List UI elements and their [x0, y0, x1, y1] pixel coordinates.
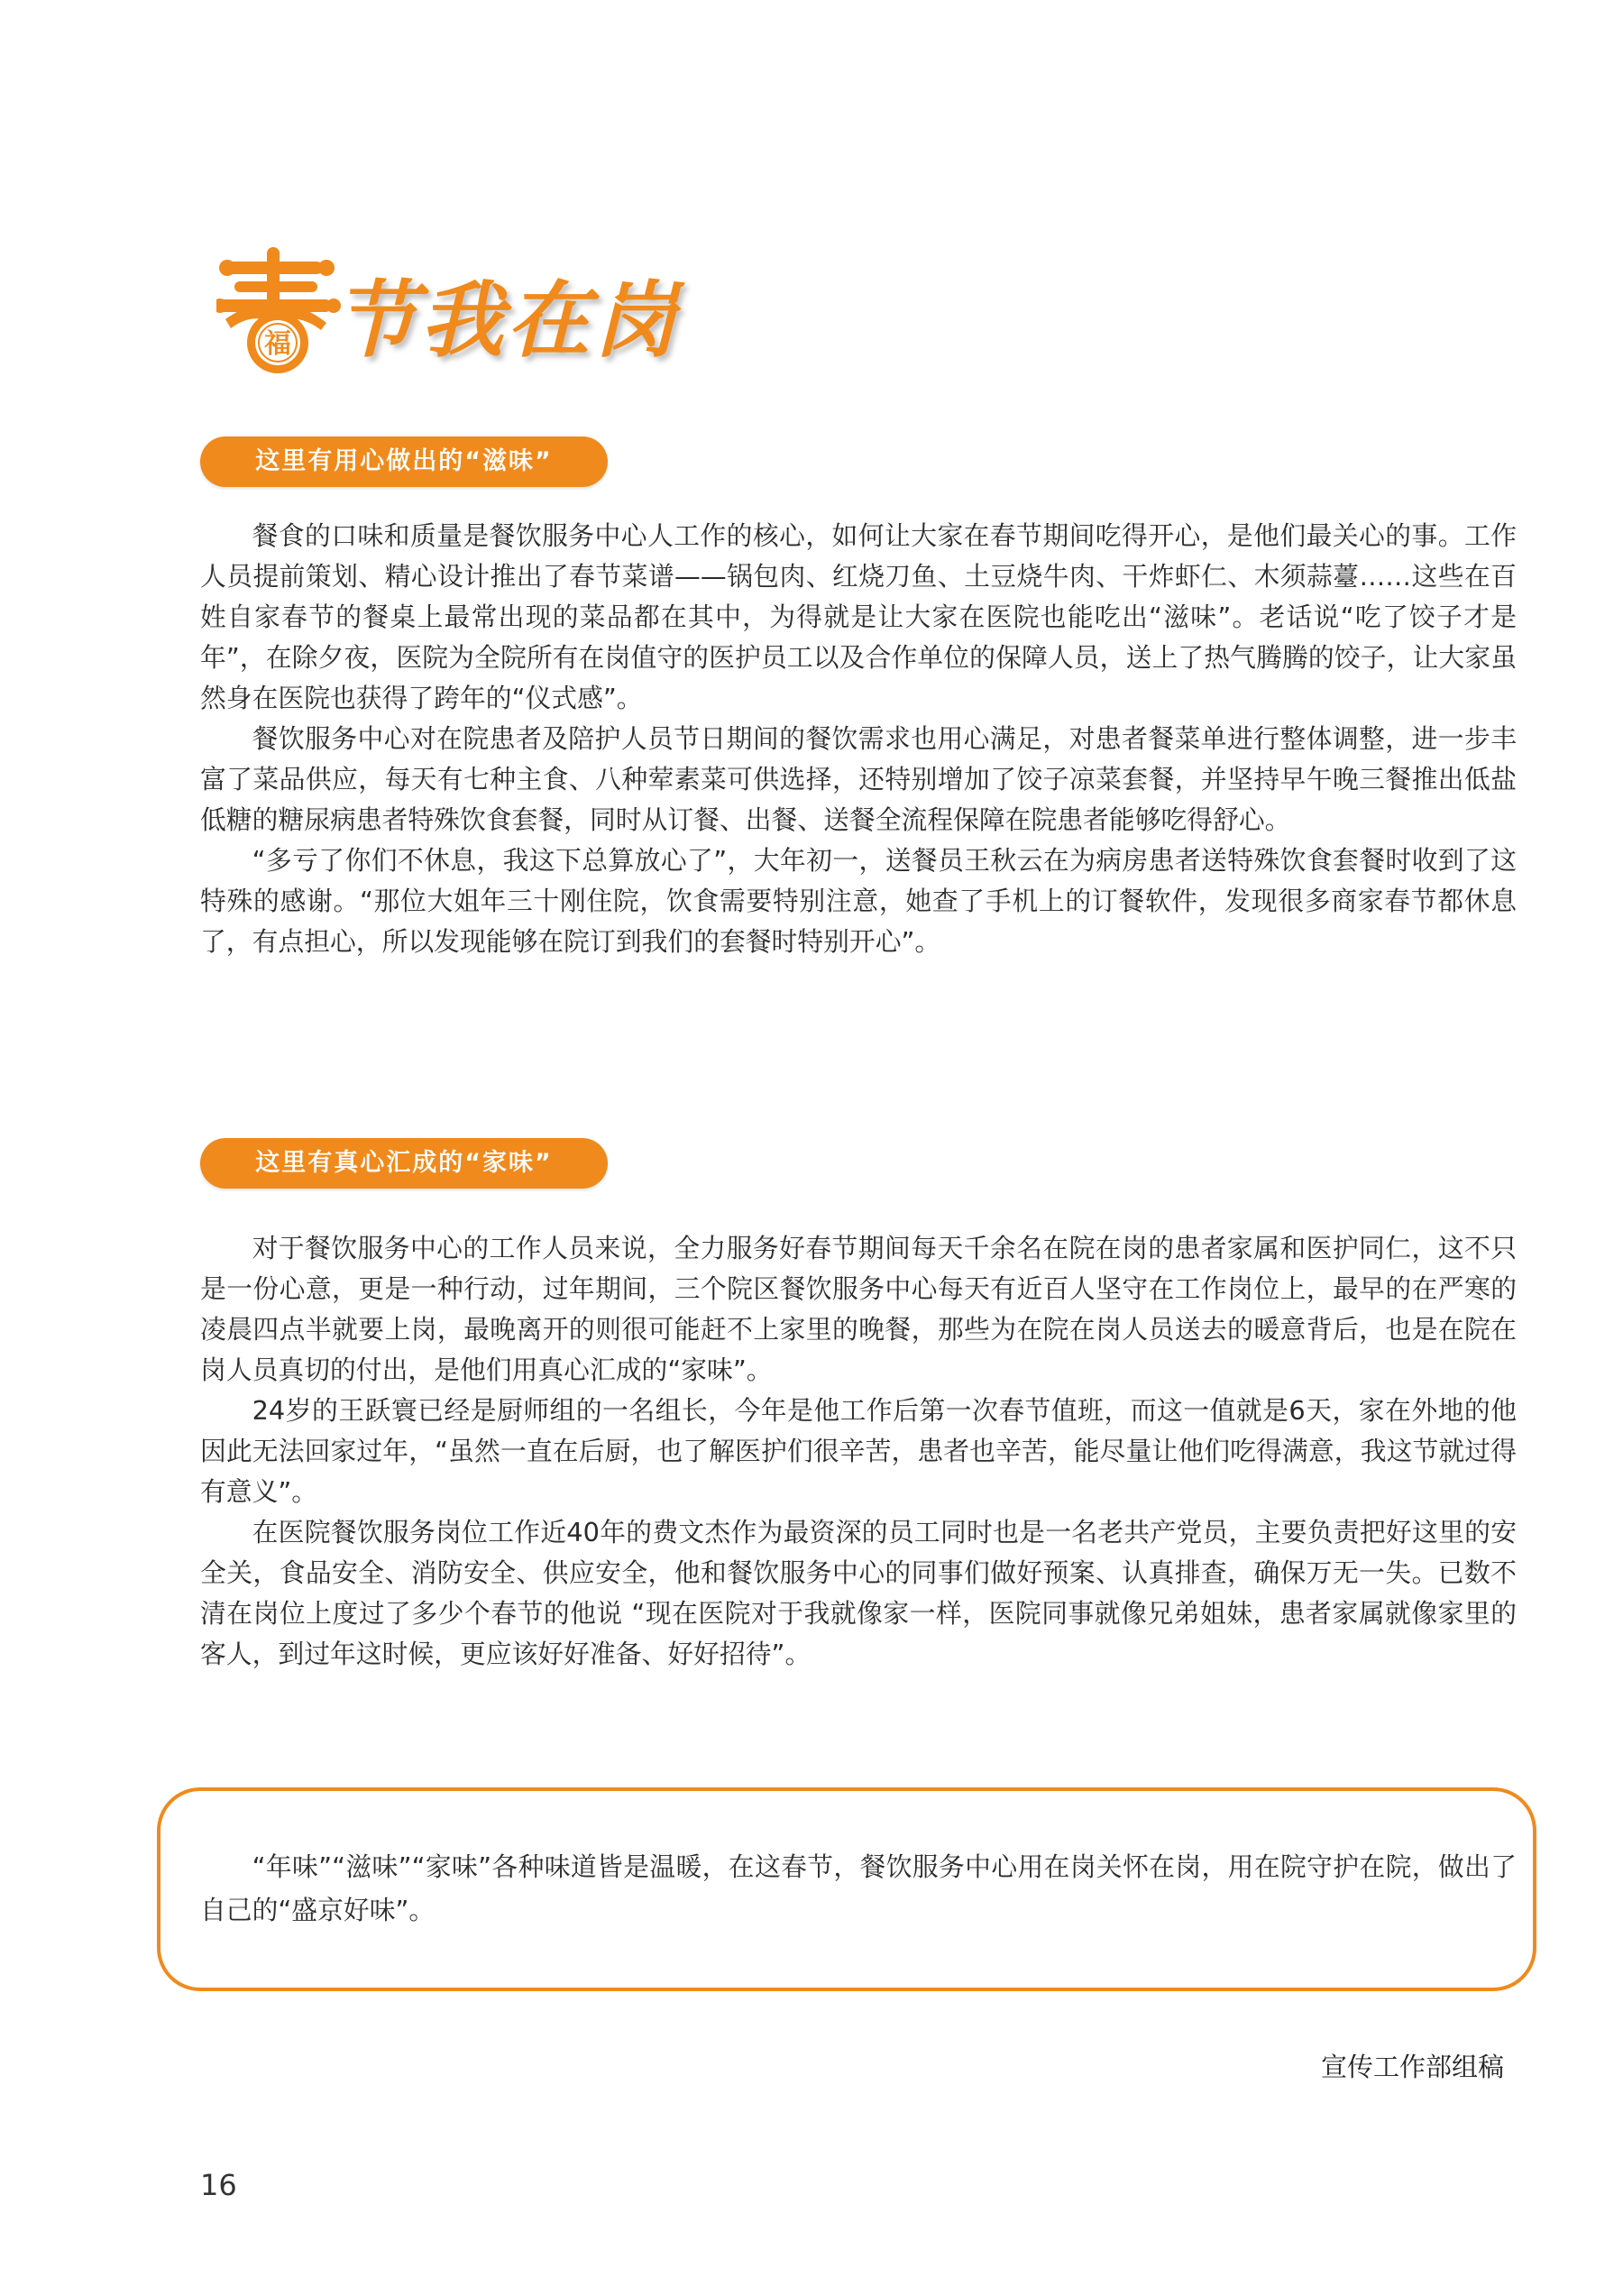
summary-paragraph: “年味”“滋味”“家味”各种味道皆是温暖，在这春节，餐饮服务中心用在岗关怀在岗，用在院守护在院，做出了自己的“盛京好味”。: [200, 1851, 1517, 1925]
section-body-1: [200, 516, 1517, 962]
paragraph: “多亏了你们不休息，我这下总算放心了”，大年初一，送餐员王秋云在为病房患者送特殊饮食套餐时收到了这特殊的感谢。“那位大姐年三十刚住院，饮食需要特别注意，她查了手机上的订餐软件，发现很多商家春节都休息了，有点担心，所以发现能够在院订到我们的套餐时特别开心”。: [200, 845, 1517, 957]
page-title: 节我在岗: [334, 272, 681, 369]
paragraph: 餐食的口味和质量是餐饮服务中心人工作的核心，如何让大家在春节期间吃得开心，是他们最关心的事。工作人员提前策划、精心设计推出了春节菜谱——锅包肉、红烧刀鱼、土豆烧牛肉、干炸虾仁、木须蒜薹……这些在百姓自家春节的餐桌上最常出现的菜品都在其中，为得就是让大家在医院也能吃出“滋味”。老话说“吃了饺子才是年”，在除夕夜，医院为全院所有在岗值守的医护员工以及合作单位的保障人员，送上了热气腾腾的饺子，让大家虽然身在医院也获得了跨年的“仪式感”。: [200, 520, 1517, 713]
paragraph: 在医院餐饮服务岗位工作近40年的费文杰作为最资深的员工同时也是一名老共产党员，主要负责把好这里的安全关，食品安全、消防安全、供应安全，他和餐饮服务中心的同事们做好预案、认真排查，确保万无一失。已数不清在岗位上度过了多少个春节的他说 “现在医院对于我就像家一样，医院同事就像兄弟姐妹，患者家属就像家里的客人，到过年这时候，更应该好好准备、好好招待”。: [200, 1517, 1517, 1669]
fu-badge: [247, 312, 308, 373]
paragraph: 24岁的王跃寰已经是厨师组的一名组长，今年是他工作后第一次春节值班，而这一值就是6天，家在外地的他因此无法回家过年，“虽然一直在后厨，也了解医护们很辛苦，患者也辛苦，能尽量让他们吃得满意，我这节就过得有意义”。: [200, 1395, 1517, 1507]
paragraph: 餐饮服务中心对在院患者及陪护人员节日期间的餐饮需求也用心满足，对患者餐菜单进行整体调整，进一步丰富了菜品供应，每天有七种主食、八种荤素菜可供选择，还特别增加了饺子凉菜套餐，并坚持早午晚三餐推出低盐低糖的糖尿病患者特殊饮食套餐，同时从订餐、出餐、送餐全流程保障在院患者能够吃得舒心。: [200, 723, 1517, 835]
section-heading-1: 这里有用心做出的“滋味”: [200, 436, 608, 487]
paragraph: 对于餐饮服务中心的工作人员来说，全力服务好春节期间每天千余名在院在岗的患者家属和医护同仁，这不只是一份心意，更是一种行动，过年期间，三个院区餐饮服务中心每天有近百人坚守在工作岗位上，最早的在严寒的凌晨四点半就要上岗，最晚离开的则很可能赶不上家里的晚餐，那些为在院在岗人员送去的暖意背后，也是在院在岗人员真切的付出，是他们用真心汇成的“家味”。: [200, 1233, 1517, 1385]
section-body-2: [200, 1228, 1517, 1675]
credit-line: 宣传工作部组稿: [1320, 2052, 1504, 2082]
fu-char: 福: [264, 328, 291, 360]
section-heading-2: 这里有真心汇成的“家味”: [200, 1138, 608, 1189]
summary-body: [200, 1845, 1517, 1932]
page-number: 16: [200, 2168, 237, 2202]
